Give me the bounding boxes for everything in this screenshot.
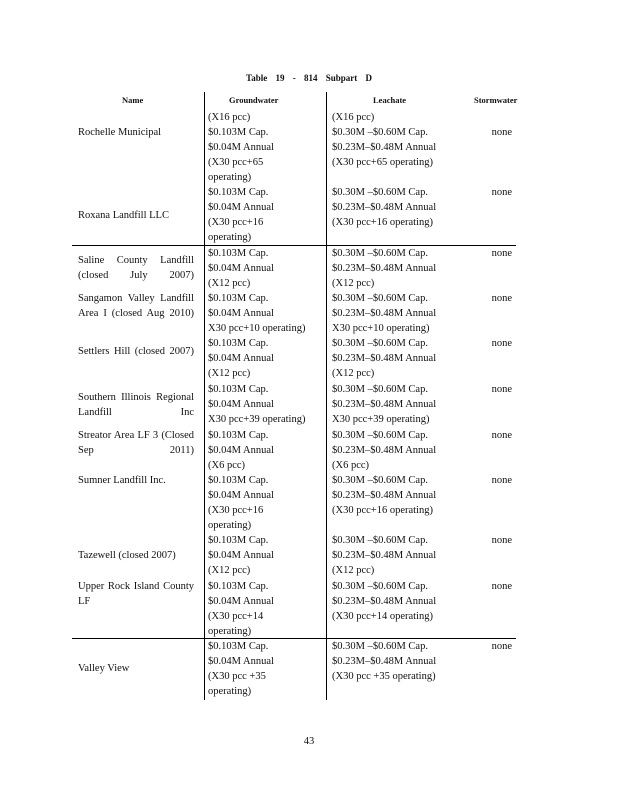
groundwater-cell xyxy=(208,185,312,245)
groundwater-line: $0.103M Cap. xyxy=(208,430,269,441)
column-rule-left xyxy=(204,92,205,700)
leachate-line: $0.30M –$0.60M Cap. xyxy=(332,430,428,441)
leachate-line: $0.23M–$0.48M Annual xyxy=(332,550,437,561)
stormwater-cell: none xyxy=(491,384,512,395)
leachate-line: $0.23M–$0.48M Annual xyxy=(332,202,437,213)
leachate-line: (X12 pcc) xyxy=(332,278,375,289)
leachate-line: (X30 pcc+65 operating) xyxy=(332,157,433,168)
groundwater-line: $0.103M Cap. xyxy=(208,535,269,546)
leachate-line: $0.30M –$0.60M Cap. xyxy=(332,293,428,304)
groundwater-cell xyxy=(208,336,312,381)
stormwater-cell: none xyxy=(491,581,512,592)
groundwater-cell xyxy=(208,291,312,336)
leachate-line: (X30 pcc+16 operating) xyxy=(332,505,433,516)
leachate-line: $0.30M –$0.60M Cap. xyxy=(332,475,428,486)
landfill-name: Sangamon Valley Landfill Area I (closed Aug 2010) xyxy=(78,293,194,319)
leachate-line: $0.30M –$0.60M Cap. xyxy=(332,581,428,592)
leachate-line: (X6 pcc) xyxy=(332,460,370,471)
landfill-name: Rochelle Municipal xyxy=(78,127,162,138)
leachate-line: (X30 pcc +35 operating) xyxy=(332,671,436,682)
leachate-line: $0.23M–$0.48M Annual xyxy=(332,445,437,456)
leachate-line: $0.30M –$0.60M Cap. xyxy=(332,338,428,349)
header-name: Name xyxy=(122,95,144,105)
table-title: Table 19 - 814 Subpart D xyxy=(246,73,372,83)
leachate-cell xyxy=(332,533,462,578)
leachate-line: (X12 pcc) xyxy=(332,565,375,576)
leachate-cell xyxy=(332,382,462,427)
groundwater-line: $0.103M Cap. xyxy=(208,338,269,349)
leachate-cell xyxy=(332,579,462,624)
landfill-name: Valley View xyxy=(78,663,130,674)
groundwater-line: $0.103M Cap. xyxy=(208,248,269,259)
groundwater-line: $0.04M Annual xyxy=(208,263,274,274)
landfill-name: Tazewell (closed 2007) xyxy=(78,550,176,561)
groundwater-line: $0.04M Annual xyxy=(208,596,274,607)
leachate-line: $0.23M–$0.48M Annual xyxy=(332,142,437,153)
landfill-name: Streator Area LF 3 (Closed Sep 2011) xyxy=(78,430,194,456)
stormwater-cell: none xyxy=(491,293,512,304)
groundwater-line: (X12 pcc) xyxy=(208,278,251,289)
groundwater-line: $0.103M Cap. xyxy=(208,475,269,486)
stormwater-cell: none xyxy=(491,338,512,349)
groundwater-line: $0.04M Annual xyxy=(208,490,274,501)
leachate-cell xyxy=(332,110,462,170)
groundwater-line: operating) xyxy=(208,686,252,697)
groundwater-line: $0.04M Annual xyxy=(208,142,274,153)
groundwater-cell xyxy=(208,639,312,699)
groundwater-line: (X12 pcc) xyxy=(208,565,251,576)
groundwater-cell xyxy=(208,110,312,185)
groundwater-line: $0.04M Annual xyxy=(208,399,274,410)
stormwater-cell: none xyxy=(491,535,512,546)
groundwater-line: $0.103M Cap. xyxy=(208,187,269,198)
leachate-line: $0.30M –$0.60M Cap. xyxy=(332,187,428,198)
leachate-cell xyxy=(332,185,462,230)
groundwater-line: (X12 pcc) xyxy=(208,368,251,379)
leachate-cell xyxy=(332,336,462,381)
leachate-line: (X16 pcc) xyxy=(332,112,375,123)
header-groundwater: Groundwater xyxy=(229,95,279,105)
leachate-line: $0.30M –$0.60M Cap. xyxy=(332,535,428,546)
groundwater-line: $0.04M Annual xyxy=(208,353,274,364)
stormwater-cell: none xyxy=(491,248,512,259)
groundwater-line: X30 pcc+10 operating) xyxy=(208,323,306,334)
leachate-line: X30 pcc+10 operating) xyxy=(332,323,430,334)
groundwater-line: (X30 pcc+65 xyxy=(208,157,264,168)
landfill-name: Saline County Landfill (closed July 2007) xyxy=(78,255,194,281)
leachate-cell xyxy=(332,473,462,518)
leachate-line: $0.23M–$0.48M Annual xyxy=(332,353,437,364)
groundwater-line: X30 pcc+39 operating) xyxy=(208,414,306,425)
leachate-line: $0.23M–$0.48M Annual xyxy=(332,596,437,607)
leachate-line: $0.23M–$0.48M Annual xyxy=(332,308,437,319)
leachate-cell xyxy=(332,291,462,336)
groundwater-cell xyxy=(208,382,312,427)
leachate-line: $0.23M–$0.48M Annual xyxy=(332,263,437,274)
leachate-line: $0.23M–$0.48M Annual xyxy=(332,490,437,501)
leachate-cell xyxy=(332,246,462,291)
stormwater-cell: none xyxy=(491,430,512,441)
landfill-name: Roxana Landfill LLC xyxy=(78,210,169,221)
leachate-line: $0.30M –$0.60M Cap. xyxy=(332,248,428,259)
stormwater-cell: none xyxy=(491,641,512,652)
groundwater-line: $0.103M Cap. xyxy=(208,293,269,304)
leachate-line: $0.30M –$0.60M Cap. xyxy=(332,127,428,138)
groundwater-line: operating) xyxy=(208,172,252,183)
stormwater-cell: none xyxy=(491,475,512,486)
header-stormwater: Stormwater xyxy=(474,95,518,105)
landfill-name: Southern Illinois Regional Landfill Inc xyxy=(78,392,194,418)
page-number: 43 xyxy=(303,736,315,747)
leachate-line: (X30 pcc+16 operating) xyxy=(332,217,433,228)
groundwater-cell xyxy=(208,428,312,473)
groundwater-line: (X6 pcc) xyxy=(208,460,246,471)
leachate-line: (X30 pcc+14 operating) xyxy=(332,611,433,622)
leachate-line: $0.30M –$0.60M Cap. xyxy=(332,384,428,395)
groundwater-cell xyxy=(208,473,312,533)
leachate-cell xyxy=(332,428,462,473)
groundwater-line: (X30 pcc+16 xyxy=(208,217,264,228)
groundwater-line: $0.103M Cap. xyxy=(208,641,269,652)
groundwater-line: (X30 pcc +35 xyxy=(208,671,266,682)
stormwater-cell: none xyxy=(491,127,512,138)
landfill-name: Upper Rock Island County LF xyxy=(78,581,194,607)
column-rule-right xyxy=(326,92,327,700)
groundwater-line: $0.04M Annual xyxy=(208,308,274,319)
header-leachate: Leachate xyxy=(373,95,407,105)
groundwater-line: (X30 pcc+16 xyxy=(208,505,264,516)
groundwater-line: $0.04M Annual xyxy=(208,550,274,561)
groundwater-line: $0.103M Cap. xyxy=(208,384,269,395)
groundwater-cell xyxy=(208,579,312,639)
groundwater-line: (X30 pcc+14 xyxy=(208,611,264,622)
leachate-line: X30 pcc+39 operating) xyxy=(332,414,430,425)
groundwater-line: $0.103M Cap. xyxy=(208,581,269,592)
landfill-name: Settlers Hill (closed 2007) xyxy=(78,346,194,357)
groundwater-line: operating) xyxy=(208,232,252,243)
groundwater-line: $0.04M Annual xyxy=(208,656,274,667)
leachate-line: $0.23M–$0.48M Annual xyxy=(332,656,437,667)
groundwater-line: (X16 pcc) xyxy=(208,112,251,123)
groundwater-cell xyxy=(208,246,312,291)
leachate-cell xyxy=(332,639,462,684)
leachate-line: $0.23M–$0.48M Annual xyxy=(332,399,437,410)
groundwater-line: operating) xyxy=(208,626,252,637)
groundwater-line: $0.04M Annual xyxy=(208,445,274,456)
groundwater-cell xyxy=(208,533,312,578)
stormwater-cell: none xyxy=(491,187,512,198)
leachate-line: $0.30M –$0.60M Cap. xyxy=(332,641,428,652)
leachate-line: (X12 pcc) xyxy=(332,368,375,379)
groundwater-line: $0.04M Annual xyxy=(208,202,274,213)
groundwater-line: $0.103M Cap. xyxy=(208,127,269,138)
groundwater-line: operating) xyxy=(208,520,252,531)
landfill-name: Sumner Landfill Inc. xyxy=(78,475,166,486)
